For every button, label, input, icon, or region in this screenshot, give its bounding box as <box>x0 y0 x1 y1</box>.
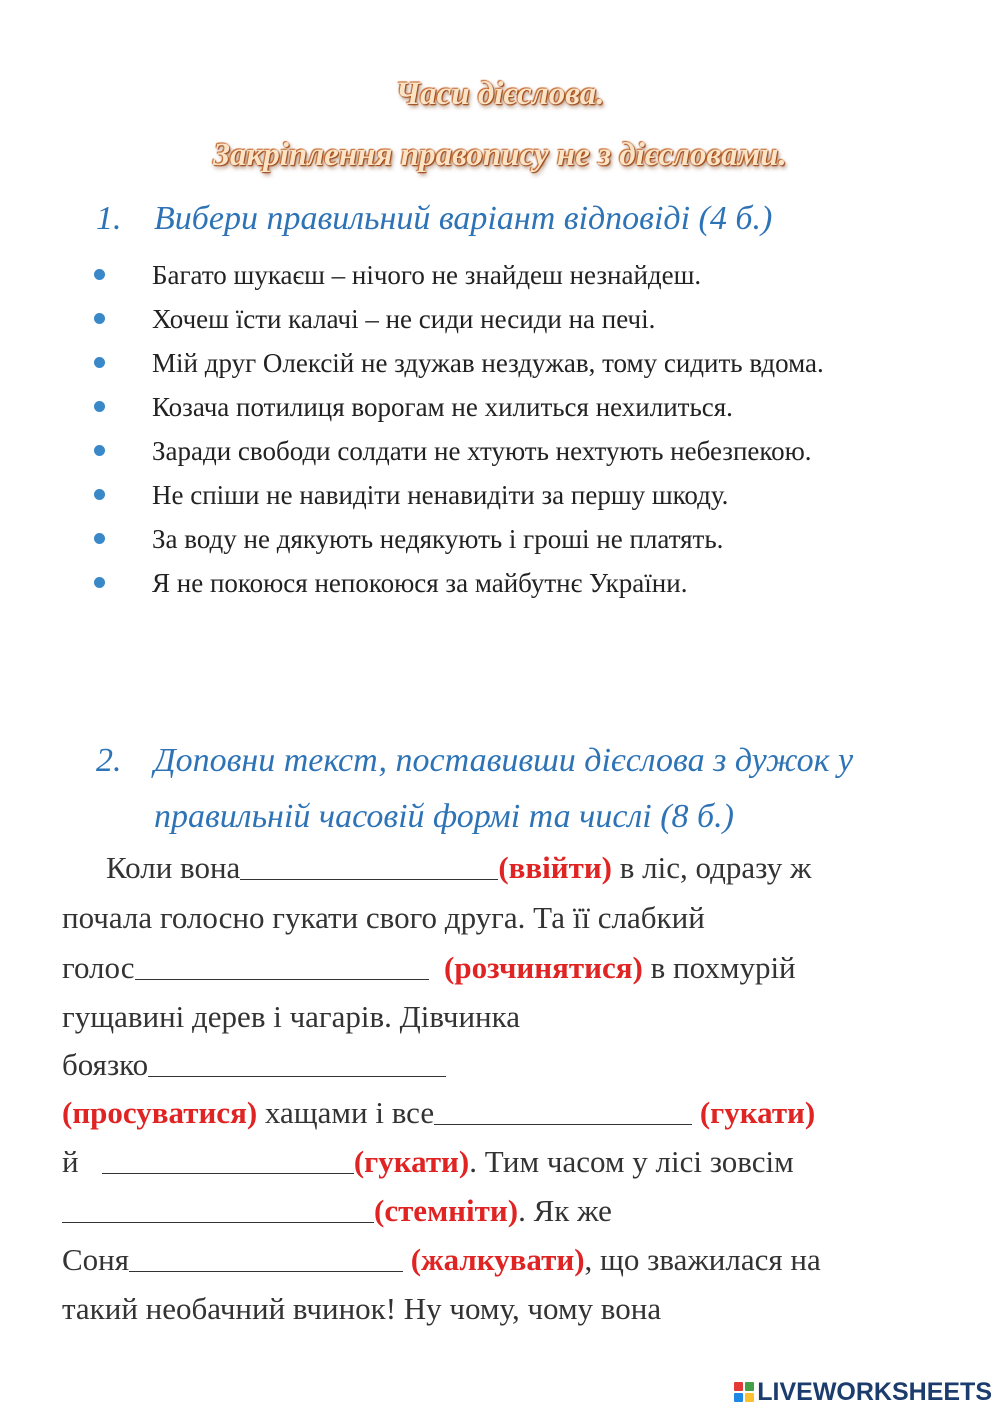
text-line-3 <box>62 950 796 986</box>
list-item <box>88 429 968 473</box>
list-item-text: Я не покоюся непокоюся за майбутнє України. <box>152 568 688 598</box>
task2-heading-line-1: Доповни текст, поставивши дієслова з дужок у <box>154 742 854 779</box>
verb-hint: (гукати) <box>699 1095 816 1130</box>
logo-square <box>734 1393 743 1402</box>
task1-number: 1. <box>96 200 122 237</box>
task1-list <box>88 253 968 605</box>
liveworksheets-logo-icon <box>734 1382 754 1402</box>
bullet-icon <box>94 357 105 368</box>
task1-heading-text: Вибери правильний варіант відповіді (4 б.) <box>154 200 773 237</box>
answer-blank-7[interactable] <box>129 1270 403 1272</box>
list-item <box>88 253 968 297</box>
answer-blank-1[interactable] <box>240 878 498 880</box>
task1-heading <box>96 200 772 238</box>
text-line-6 <box>62 1095 815 1131</box>
list-item <box>88 517 968 561</box>
list-item <box>88 473 968 517</box>
title-line-1: Часи дієслова. <box>395 76 605 112</box>
answer-blank-6[interactable] <box>62 1221 374 1223</box>
text-line-5 <box>62 1047 446 1083</box>
task2-heading-line-2: правильній часовій формі та числі (8 б.) <box>154 798 734 835</box>
text-segment: в похмурій <box>642 950 796 985</box>
logo-square <box>734 1382 743 1391</box>
text-segment: голос <box>62 950 135 985</box>
text-line-7 <box>62 1144 794 1180</box>
bullet-icon <box>94 489 105 500</box>
title-line-2: Закріплення правопису не з дієсловами. <box>213 137 787 173</box>
list-item <box>88 297 968 341</box>
verb-hint: (стемніти) <box>374 1193 519 1228</box>
list-item <box>88 385 968 429</box>
list-item-text: Не спіши не навидіти ненавидіти за першу шкоду. <box>152 480 729 510</box>
liveworksheets-watermark <box>734 1377 992 1407</box>
bullet-icon <box>94 401 105 412</box>
task2-heading <box>96 742 853 780</box>
task2-number: 2. <box>96 742 122 779</box>
text-segment: . Як же <box>518 1193 612 1228</box>
text-line-4: гущавині дерев і чагарів. Дівчинка <box>62 999 520 1034</box>
text-line-9 <box>62 1242 821 1278</box>
logo-square <box>745 1382 754 1391</box>
list-item-text: Козача потилиця ворогам не хилиться нехилиться. <box>152 392 733 422</box>
verb-hint: (гукати) <box>353 1144 470 1179</box>
text-segment: . Тим часом у лісі зовсім <box>469 1144 794 1179</box>
bullet-icon <box>94 577 105 588</box>
list-item-text: Мій друг Олексій не здужав нездужав, тому сидить вдома. <box>152 348 824 378</box>
text-segment: Коли вона <box>106 850 241 885</box>
list-item-text: Заради свободи солдати не хтують нехтують небезпекою. <box>152 436 812 466</box>
bullet-icon <box>94 445 105 456</box>
text-segment: й <box>62 1144 79 1179</box>
list-item-text: За воду не дякують недякують і гроші не платять. <box>152 524 724 554</box>
text-segment: Соня <box>62 1242 130 1277</box>
text-segment: боязко <box>62 1047 149 1082</box>
answer-blank-5[interactable] <box>102 1172 354 1174</box>
list-item-text: Хочеш їсти калачі – не сиди несиди на печі. <box>152 304 656 334</box>
list-item-text: Багато шукаєш – нічого не знайдеш незнайдеш. <box>152 260 702 290</box>
answer-blank-2[interactable] <box>135 978 429 980</box>
verb-hint: (просуватися) <box>62 1095 258 1130</box>
list-item <box>88 341 968 385</box>
bullet-icon <box>94 533 105 544</box>
text-line-1 <box>106 850 811 886</box>
answer-blank-3[interactable] <box>148 1075 446 1077</box>
bullet-icon <box>94 269 105 280</box>
brand-text: LIVEWORKSHEETS <box>757 1377 992 1406</box>
logo-square <box>745 1393 754 1402</box>
list-item <box>88 561 968 605</box>
verb-hint: (ввійти) <box>498 850 613 885</box>
text-segment: в ліс, одразу ж <box>612 850 812 885</box>
bullet-icon <box>94 313 105 324</box>
text-segment: , що зважилася на <box>584 1242 821 1277</box>
text-line-10: такий необачний вчинок! Ну чому, чому вона <box>62 1291 662 1326</box>
answer-blank-4[interactable] <box>434 1123 692 1125</box>
verb-hint: (жалкувати) <box>410 1242 585 1277</box>
verb-hint: (розчинятися) <box>444 950 643 985</box>
text-segment: хащами і все <box>257 1095 435 1130</box>
text-line-2: почала голосно гукати свого друга. Та її слабкий <box>62 900 705 935</box>
text-line-8 <box>62 1193 612 1229</box>
